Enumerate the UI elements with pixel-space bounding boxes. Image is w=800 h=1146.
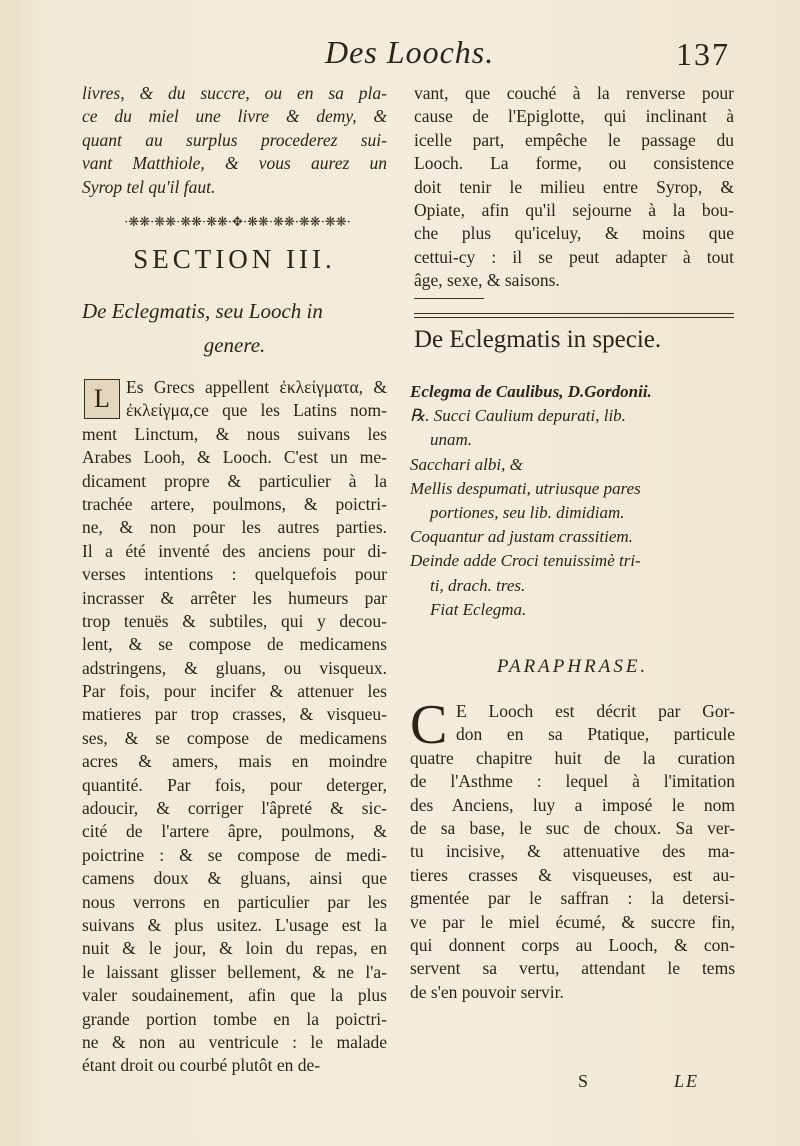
decorated-initial: L [84, 379, 120, 419]
text-line: nous verrons en particulier par les [82, 891, 387, 912]
text-line: Opiate, afin qu'il sejourne à la bou- [414, 199, 734, 220]
text-line: Es Grecs appellent ἐκλείγματα, & [126, 377, 387, 397]
recipe-line: ti, drach. tres. [430, 575, 526, 595]
text-line: acres & amers, mais en moindre [82, 751, 387, 772]
text-line: âge, sexe, & saisons. [414, 270, 560, 291]
text-line: étant droit ou courbé plutôt en de- [82, 1055, 321, 1076]
text-line: trachée artere, poulmons, & poictri- [82, 493, 387, 514]
text-line: cause de l'Epiglotte, qui inclinant à [414, 106, 734, 127]
drop-capital: C [410, 694, 448, 756]
text-line: E Looch est décrit par Gor- [456, 701, 735, 721]
text-line: suivans & plus usitez. L'usage est la [82, 914, 387, 935]
double-rule [414, 313, 734, 314]
recipe-line: portiones, seu lib. dimidiam. [430, 502, 625, 522]
text-line: vant Matthiole, & vous aurez un [82, 153, 387, 174]
text-line: des Anciens, luy a imposé le nom [410, 794, 735, 815]
text-line: doit tenir le milieu entre Syrop, & [414, 176, 734, 197]
text-line: de s'en pouvoir servir. [410, 981, 564, 1002]
recipe-line: Fiat Eclegma. [430, 599, 527, 619]
text-line: adstringens, & gluans, ou visqueux. [82, 657, 387, 678]
left-body-text [82, 376, 387, 1078]
text-line: vant, que couché à la renverse pour [414, 83, 734, 103]
text-line: quantité. Par fois, pour deterger, [82, 774, 387, 795]
text-line: ve par le miel écumé, & succre fin, [410, 911, 735, 932]
text-line: qui donnent corps au Looch, & con- [410, 934, 735, 955]
recipe-line: unam. [430, 430, 473, 450]
text-line: camens doux & gluans, ainsi que [82, 868, 387, 889]
text-line: tieres crasses & visqueuses, est au- [410, 864, 735, 885]
text-line: valer soudainement, afin que la plus [82, 985, 387, 1006]
text-line: verses intentions : quelquefois pour [82, 564, 387, 585]
text-line: incrasser & arrêter les humeurs par [82, 587, 387, 608]
species-heading: De Eclegmatis in specie. [414, 326, 662, 353]
text-line: don en sa Ptatique, particule [456, 724, 735, 745]
text-line: matieres par trop crasses, & visqueu- [82, 704, 387, 725]
text-line: lent, & se compose de medicamens [82, 634, 387, 655]
text-line: le laissant glisser bellement, & ne l'a- [82, 961, 387, 982]
recipe-line: Sacchari albi, & [410, 454, 523, 474]
paraphrase-heading: PARAPHRASE. [496, 656, 649, 677]
text-line: quatre chapitre huit de la curation [410, 747, 735, 768]
text-line: trop tenuës & subtiles, qui y decou- [82, 610, 387, 631]
text-line: ἐκλείγμα,ce que les Latins nom- [126, 400, 387, 421]
recipe-line: Deinde adde Croci tenuissimè tri- [410, 551, 641, 571]
text-line: cité de l'artere âpre, poulmons, & [82, 821, 387, 842]
text-line: grande portion tombe en la poictri- [82, 1008, 387, 1029]
section-subheading [82, 294, 387, 362]
text-line: ne, & non pour les autres parties. [82, 517, 387, 538]
text-line: che plus qu'iceluy, & moins que [414, 223, 734, 244]
paraphrase-body [410, 694, 735, 1004]
recipe-block [410, 380, 735, 622]
recipe-line: ℞. Succi Caulium depurati, lib. [410, 406, 626, 426]
text-line: ce du miel une livre & demy, & [82, 106, 387, 127]
text-line: Il a été inventé des anciens pour di- [82, 540, 387, 561]
text-line: servent sa vertu, attendant le tems [410, 958, 735, 979]
text-line: de sa base, le suc de choux. Sa ver- [410, 817, 735, 838]
running-title: Des Loochs. [325, 34, 495, 70]
text-line: Syrop tel qu'il faut. [82, 176, 216, 197]
text-line: Arabes Looh, & Looch. C'est un me- [82, 447, 387, 468]
double-rule-lower [414, 317, 734, 318]
recipe-line: Coquantur ad justam crassitiem. [410, 527, 633, 547]
text-line: adoucir, & corriger l'âpreté & sic- [82, 798, 387, 819]
text-line: dicament propre & particulier à la [82, 470, 387, 491]
text-line: nuit & le jour, & loin du repas, en [82, 938, 387, 959]
section-heading: SECTION III. [133, 244, 336, 274]
ornamental-band: ·❋❋·❋❋·❋❋·❋❋·✥·❋❋·❋❋·❋❋·❋❋· [124, 215, 351, 230]
subheading-line-2: genere. [203, 333, 266, 357]
text-line: de l'Asthme : lequel à l'imitation [410, 771, 735, 792]
text-line: cettui-cy : il se peut adapter à tout [414, 246, 734, 267]
text-line: Looch. La forme, ou consistence [414, 153, 734, 174]
text-line: livres, & du succre, ou en sa pla- [82, 83, 387, 103]
left-top-text [82, 82, 387, 199]
text-line: gmentée par le saffran : la detersi- [410, 888, 735, 909]
right-top-text [414, 82, 734, 293]
text-line: ne & non au ventricule : le malade [82, 1031, 387, 1052]
recipe-line: Mellis despumati, utriusque pares [410, 478, 641, 498]
text-line: tu incisive, & attenuative des ma- [410, 841, 735, 862]
text-line: ses, & se compose de medicamens [82, 727, 387, 748]
text-line: Par fois, pour incifer & attenuer les [82, 681, 387, 702]
text-line: ment Linctum, & nous suivans les [82, 423, 387, 444]
page-number: 137 [676, 36, 730, 72]
recipe-line: Eclegma de Caulibus, D.Gordonii. [410, 382, 652, 401]
catchword: LE [674, 1071, 700, 1091]
text-line: poictrine : & se compose de medi- [82, 844, 387, 865]
text-line: quant au surplus procederez sui- [82, 129, 387, 150]
short-rule [414, 298, 484, 299]
signature-mark: S [578, 1071, 589, 1091]
subheading-line-1: De Eclegmatis, seu Looch in [82, 299, 323, 323]
text-line: icelle part, empêche le passage du [414, 129, 734, 150]
